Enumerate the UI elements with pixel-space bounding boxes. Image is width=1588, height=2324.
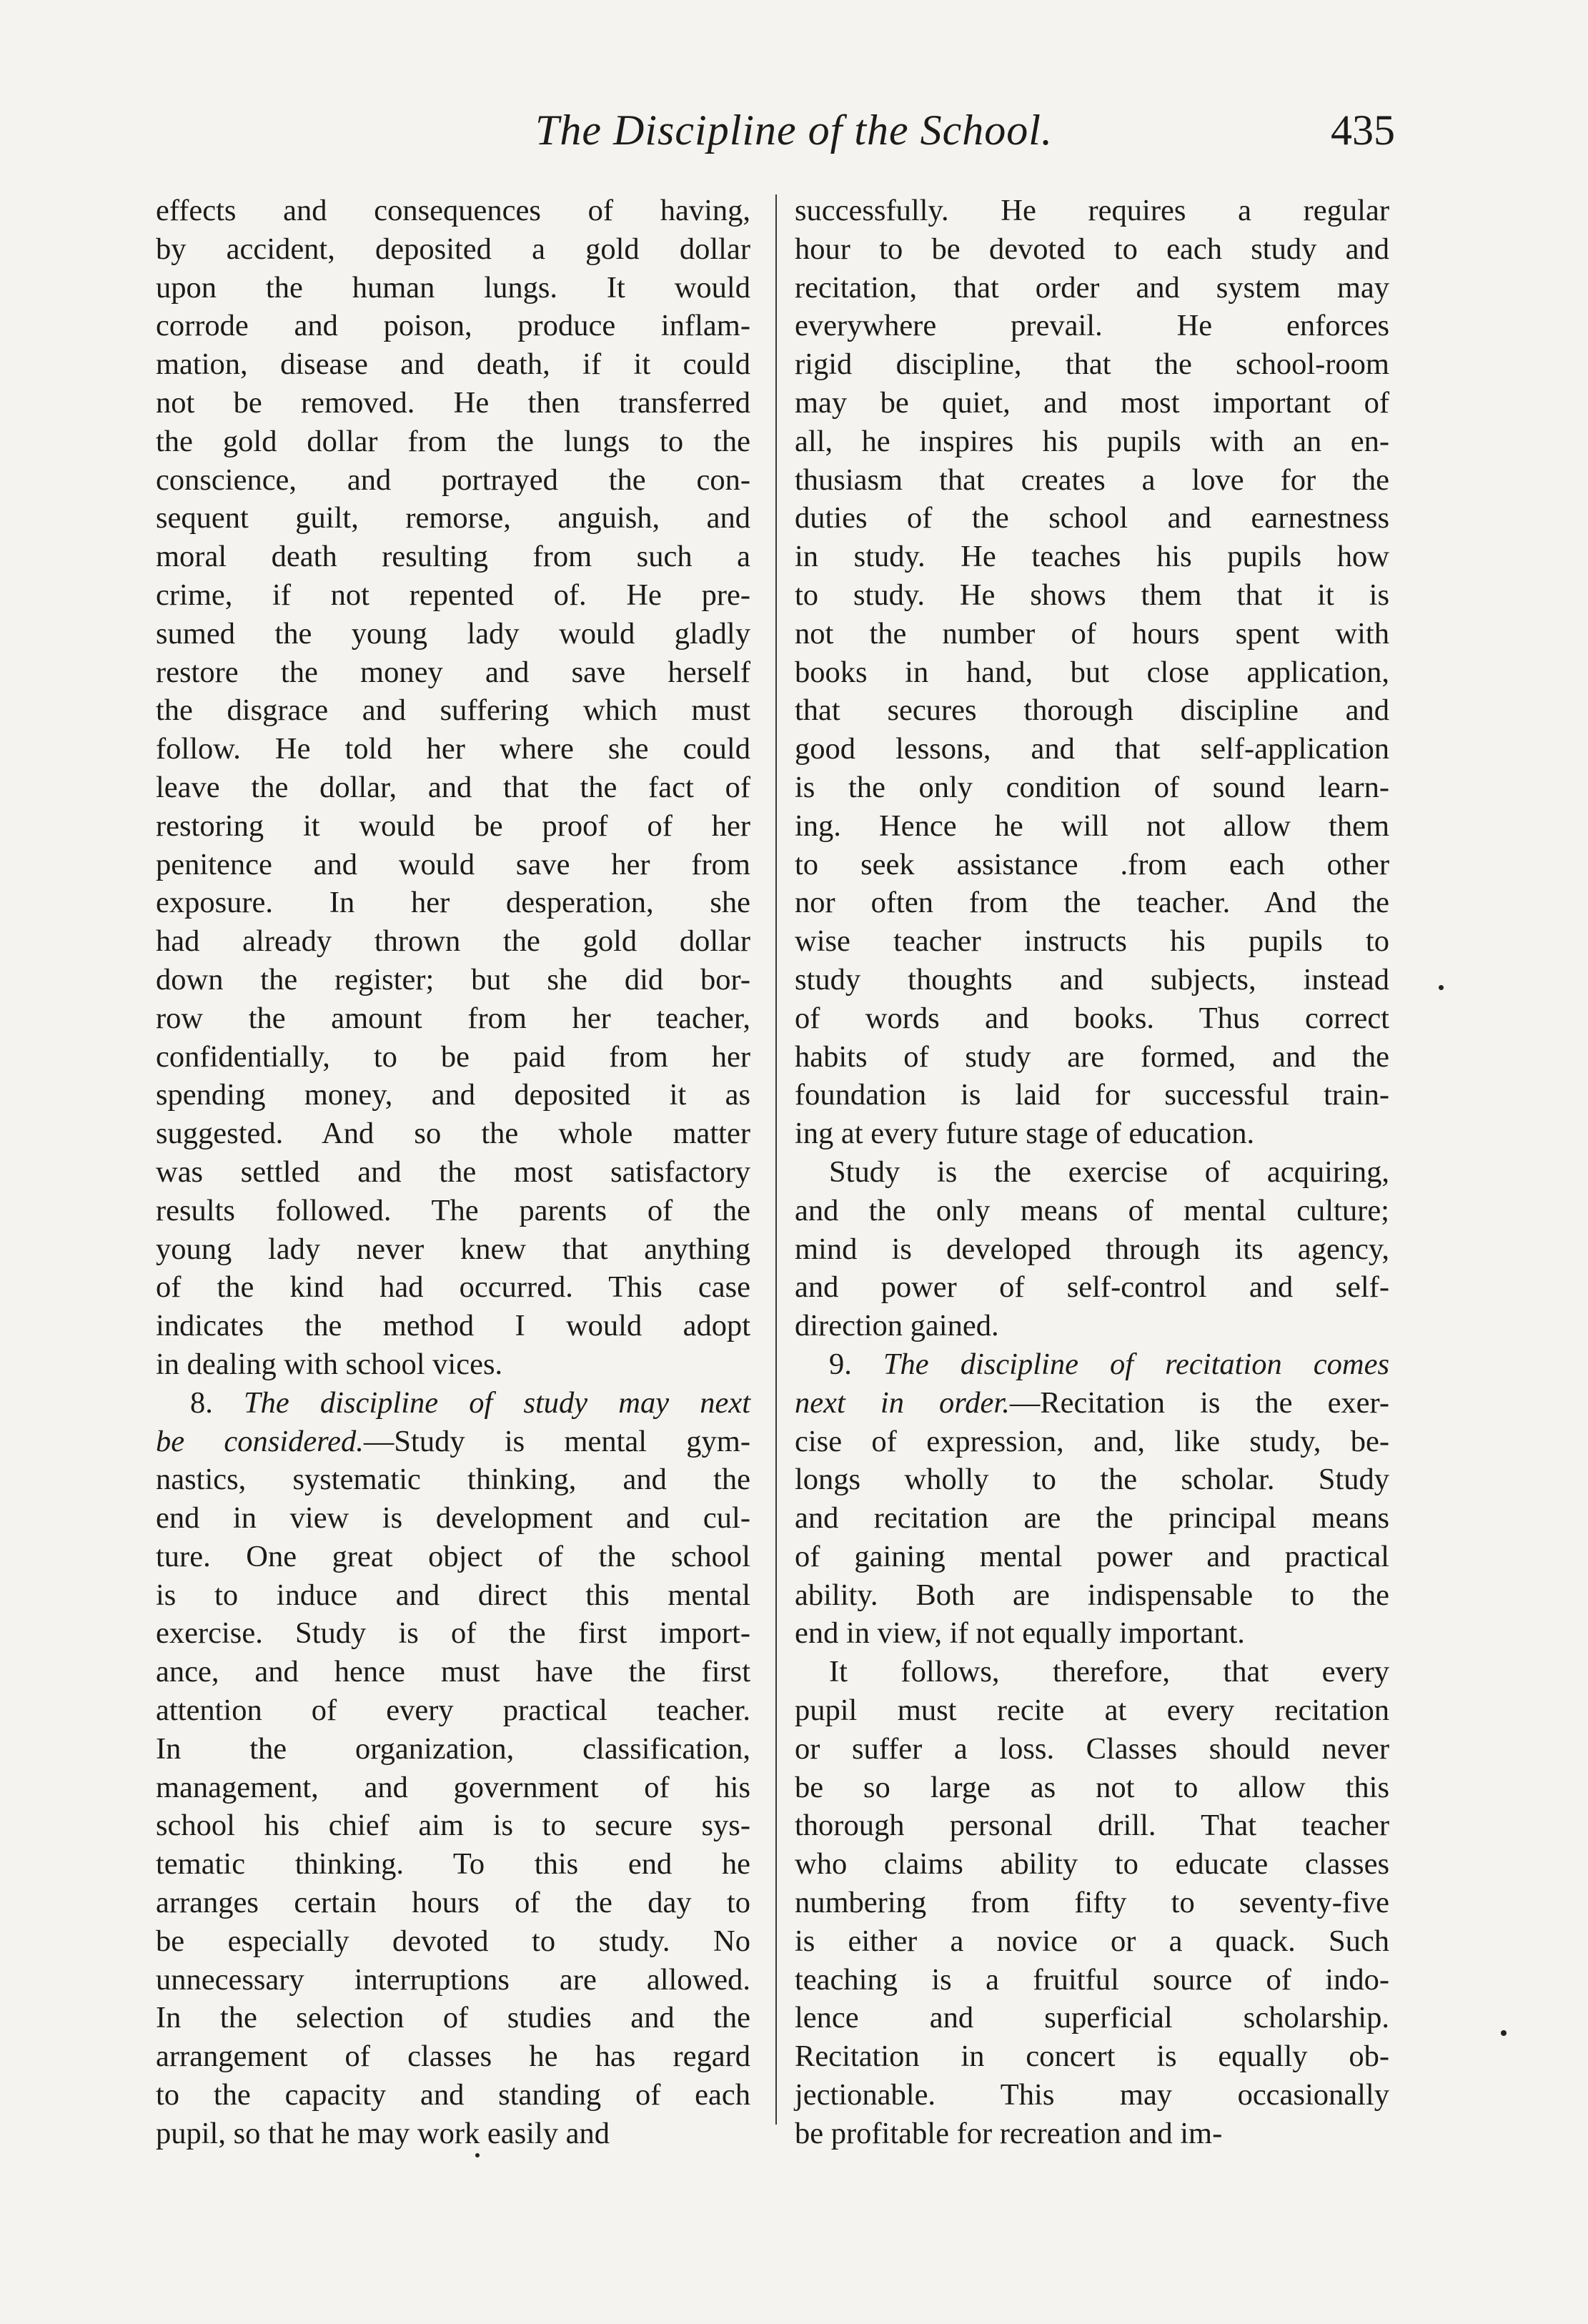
text-line: to study. He shows them that it is [795, 578, 1389, 612]
text-line: 9. The discipline of recitation comes [829, 1347, 1390, 1381]
text-line: young lady never knew that anything [156, 1232, 750, 1266]
text-line: leave the dollar, and that the fact of [156, 770, 750, 804]
text-line: tematic thinking. To this end he [156, 1847, 750, 1882]
print-speck [1501, 2030, 1507, 2036]
text-line: ing at every future stage of education. [795, 1117, 1255, 1151]
text-line: to the capacity and standing of each [156, 2078, 750, 2112]
text-line: or suffer a loss. Classes should never [795, 1731, 1389, 1766]
text-line: corrode and poison, produce inflam- [156, 309, 750, 343]
text-line: suggested. And so the whole matter [156, 1117, 750, 1151]
text-line: direction gained. [795, 1309, 999, 1343]
page-number: 435 [1331, 107, 1395, 154]
text-line: upon the human lungs. It would [156, 270, 750, 305]
text-line: spending money, and deposited it as [156, 1078, 750, 1112]
text-line: to seek assistance .from each other [795, 847, 1389, 881]
text-line: next in order.—Recitation is the exer- [795, 1385, 1389, 1420]
text-line: by accident, deposited a gold dollar [156, 232, 750, 266]
text-line: end in view, if not equally important. [795, 1616, 1245, 1651]
text-line: mind is developed through its agency, [795, 1232, 1389, 1266]
text-line: had already thrown the gold dollar [156, 924, 750, 959]
left-text-column [156, 192, 750, 2153]
text-line: be especially devoted to study. No [156, 1924, 750, 1958]
text-line: not be removed. He then transferred [156, 385, 750, 420]
text-line: down the register; but she did bor- [156, 962, 750, 997]
text-line: exposure. In her desperation, she [156, 886, 750, 920]
text-line: hour to be devoted to each study and [795, 232, 1389, 266]
text-line: thorough personal drill. That teacher [795, 1809, 1389, 1843]
text-line: was settled and the most satisfactory [156, 1154, 750, 1189]
text-line: duties of the school and earnestness [795, 501, 1389, 535]
text-line: results followed. The parents of the [156, 1193, 750, 1227]
text-line: of words and books. Thus correct [795, 1001, 1389, 1035]
text-line: ance, and hence must have the first [156, 1655, 750, 1689]
section-heading-italic: next in order. [795, 1385, 1010, 1420]
text-line: sequent guilt, remorse, anguish, and [156, 501, 750, 535]
text-line: good lessons, and that self-application [795, 732, 1389, 766]
text-line: lence and superficial scholarship. [795, 2001, 1389, 2035]
text-line: wise teacher instructs his pupils to [795, 924, 1389, 959]
text-line: successfully. He requires a regular [795, 194, 1389, 227]
text-line: row the amount from her teacher, [156, 1001, 750, 1035]
text-line: and recitation are the principal means [795, 1501, 1389, 1536]
text-line: crime, if not repented of. He pre- [156, 578, 750, 612]
text-line: attention of every practical teacher. [156, 1693, 750, 1728]
text-line: penitence and would save her from [156, 847, 750, 881]
text-line: pupil, so that he may work easily and [156, 2116, 610, 2150]
text-line: teaching is a fruitful source of indo- [795, 1962, 1389, 1997]
text-line: foundation is laid for successful train- [795, 1078, 1389, 1112]
text-line: study thoughts and subjects, instead [795, 962, 1389, 997]
text-line: in study. He teaches his pupils how [795, 540, 1389, 574]
text-line: everywhere prevail. He enforces [795, 309, 1389, 343]
text-line: is the only condition of sound learn- [795, 770, 1389, 804]
section-heading-italic: be considered. [156, 1424, 364, 1458]
text-line: not the number of hours spent with [795, 616, 1389, 651]
text-line: Study is the exercise of acquiring, [829, 1154, 1389, 1189]
text-line: recitation, that order and system may [795, 270, 1389, 305]
text-line: ing. Hence he will not allow them [795, 809, 1389, 843]
text-line: 8. The discipline of study may next [190, 1385, 751, 1420]
text-line: It follows, therefore, that every [829, 1655, 1389, 1689]
text-line: who claims ability to educate classes [795, 1847, 1389, 1882]
text-line: be profitable for recreation and im- [795, 2116, 1223, 2150]
text-line: the disgrace and suffering which must [156, 693, 750, 728]
text-line: that secures thorough discipline and [795, 693, 1389, 728]
text-line: effects and consequences of having, [156, 194, 750, 227]
text-line: all, he inspires his pupils with an en- [795, 424, 1389, 458]
print-speck [1439, 985, 1444, 990]
text-line: restore the money and save herself [156, 655, 750, 689]
text-line: ture. One great object of the school [156, 1539, 750, 1573]
text-line: ability. Both are indispensable to the [795, 1578, 1389, 1612]
text-line: exercise. Study is of the first import- [156, 1616, 750, 1651]
text-line: In the organization, classification, [156, 1731, 750, 1766]
text-line: In the selection of studies and the [156, 2001, 750, 2035]
text-line: school his chief aim is to secure sys- [156, 1809, 750, 1843]
print-speck [475, 2153, 480, 2157]
text-line: restoring it would be proof of her [156, 809, 750, 843]
text-line: end in view is development and cul- [156, 1501, 750, 1536]
text-line: in dealing with school vices. [156, 1347, 503, 1381]
text-line: be so large as not to allow this [795, 1770, 1389, 1804]
text-line: rigid discipline, that the school-room [795, 347, 1389, 382]
text-line: nastics, systematic thinking, and the [156, 1463, 750, 1497]
text-line: conscience, and portrayed the con- [156, 463, 750, 497]
text-line: and power of self-control and self- [795, 1270, 1389, 1305]
right-text-column [795, 192, 1389, 2153]
text-line: Recitation in concert is equally ob- [795, 2039, 1389, 2074]
text-line: and the only means of mental culture; [795, 1193, 1389, 1227]
text-line: nor often from the teacher. And the [795, 886, 1389, 920]
section-heading-italic: The discipline of recitation comes [883, 1347, 1390, 1381]
text-line: books in hand, but close application, [795, 655, 1389, 689]
text-line: arranges certain hours of the day to [156, 1886, 750, 1920]
text-line: arrangement of classes he has regard [156, 2039, 750, 2074]
text-line: unnecessary interruptions are allowed. [156, 1962, 750, 1997]
text-line: mation, disease and death, if it could [156, 347, 750, 382]
text-line: is either a novice or a quack. Such [795, 1924, 1389, 1958]
text-line: the gold dollar from the lungs to the [156, 424, 750, 458]
text-line: is to induce and direct this mental [156, 1578, 750, 1612]
text-line: confidentially, to be paid from her [156, 1039, 750, 1074]
text-line: moral death resulting from such a [156, 540, 750, 574]
text-line: indicates the method I would adopt [156, 1309, 750, 1343]
text-line: may be quiet, and most important of [795, 385, 1389, 420]
column-divider [775, 194, 777, 2125]
text-line: pupil must recite at every recitation [795, 1693, 1389, 1728]
text-line: jectionable. This may occasionally [795, 2078, 1389, 2112]
text-line: management, and government of his [156, 1770, 750, 1804]
text-line: sumed the young lady would gladly [156, 616, 750, 651]
running-header-title: The Discipline of the School. [535, 107, 1053, 154]
text-line: of gaining mental power and practical [795, 1539, 1389, 1573]
text-line: longs wholly to the scholar. Study [795, 1463, 1389, 1497]
text-line: cise of expression, and, like study, be- [795, 1424, 1389, 1458]
text-line: be considered.—Study is mental gym- [156, 1424, 751, 1458]
text-line: thusiasm that creates a love for the [795, 463, 1389, 497]
section-heading-italic: The discipline of study may next [244, 1385, 751, 1420]
text-line: habits of study are formed, and the [795, 1039, 1389, 1074]
text-line: of the kind had occurred. This case [156, 1270, 750, 1305]
text-line: numbering from fifty to seventy-five [795, 1886, 1389, 1920]
text-line: follow. He told her where she could [156, 732, 750, 766]
